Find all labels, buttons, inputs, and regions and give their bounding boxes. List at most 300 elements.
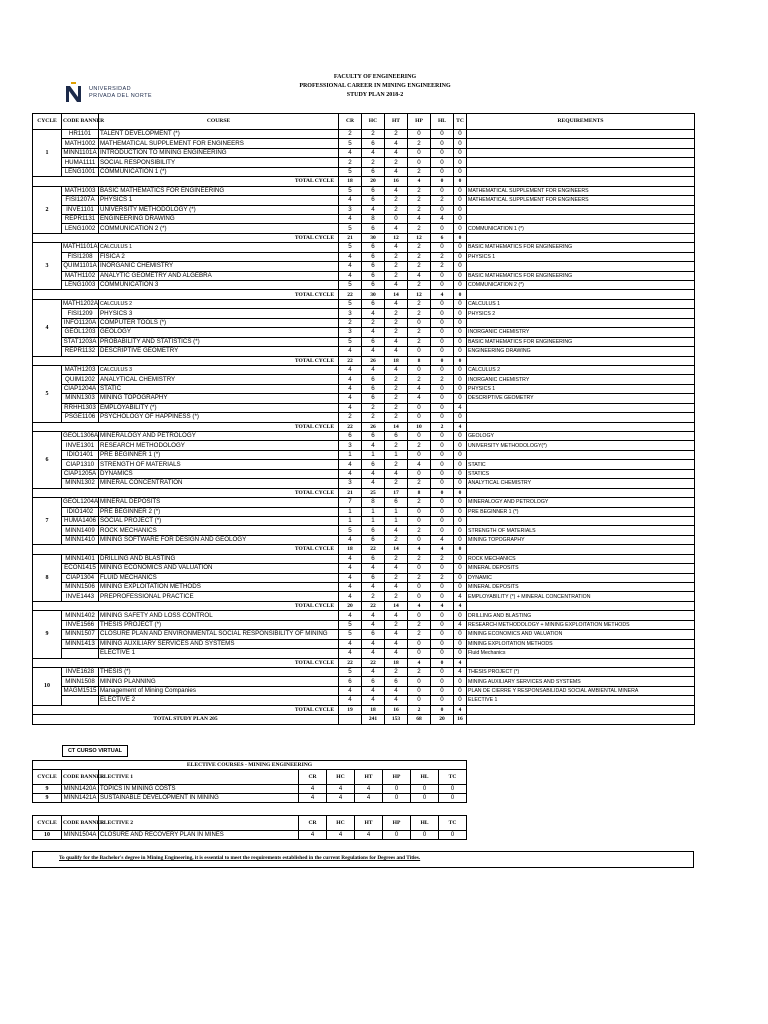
course-cr: 2 <box>339 318 362 327</box>
course-ht: 4 <box>385 611 408 620</box>
elective-2-body <box>33 831 467 840</box>
course-row <box>33 394 695 403</box>
el2-header-course: ELECTIVE 2 <box>99 816 299 831</box>
course-code: MATH1102 <box>62 271 99 280</box>
course-name: ANALYTIC GEOMETRY AND ALGEBRA <box>99 271 339 280</box>
cycle-total-hl: 4 <box>431 601 454 610</box>
course-cr: 1 <box>339 516 362 525</box>
course-ht: 4 <box>385 281 408 290</box>
elective-tc: 0 <box>439 794 467 803</box>
cycle-total-blank <box>467 601 695 610</box>
course-requirement: PHYSICS 2 <box>467 309 695 318</box>
course-tc: 0 <box>454 243 467 252</box>
course-ht: 2 <box>385 403 408 412</box>
cycle-total-hc: 22 <box>362 601 385 610</box>
course-code: HUMA1406 <box>62 516 99 525</box>
course-row <box>33 196 695 205</box>
course-tc: 0 <box>454 696 467 705</box>
course-hl: 0 <box>431 469 454 478</box>
course-code: CIAP1304 <box>62 573 99 582</box>
course-hp: 0 <box>408 611 431 620</box>
course-ht: 1 <box>385 516 408 525</box>
course-ht: 0 <box>385 214 408 223</box>
course-code: MINN1506 <box>62 583 99 592</box>
course-row <box>33 498 695 507</box>
course-code: INVE1443 <box>62 592 99 601</box>
course-code: FISI1209 <box>62 309 99 318</box>
course-hc: 6 <box>362 337 385 346</box>
course-ht: 2 <box>385 573 408 582</box>
course-requirement <box>467 516 695 525</box>
course-name: ELECTIVE 2 <box>99 696 339 705</box>
course-cr: 4 <box>339 611 362 620</box>
course-row <box>33 375 695 384</box>
table-header-row <box>33 114 695 130</box>
course-requirement <box>467 167 695 176</box>
course-tc: 0 <box>454 639 467 648</box>
elective-hc: 4 <box>327 785 355 794</box>
course-hl: 0 <box>431 309 454 318</box>
cycle-number: 4 <box>33 299 62 356</box>
course-cr: 5 <box>339 667 362 676</box>
course-hl: 2 <box>431 573 454 582</box>
course-ht: 2 <box>385 394 408 403</box>
cycle-total-ht: 14 <box>385 545 408 554</box>
course-name: COMMUNICATION 1 (*) <box>99 167 339 176</box>
course-code: LENG1002 <box>62 224 99 233</box>
course-row <box>33 318 695 327</box>
course-code: REPR1132 <box>62 347 99 356</box>
course-tc: 0 <box>454 375 467 384</box>
course-cr: 5 <box>339 299 362 308</box>
cycle-total-cr: 22 <box>339 422 362 431</box>
course-name: DRILLING AND BLASTING <box>99 554 339 563</box>
course-hl: 0 <box>431 394 454 403</box>
course-hp: 4 <box>408 271 431 280</box>
course-requirement: MINERAL DEPOSITS <box>467 564 695 573</box>
course-requirement: MINERALOGY AND PETROLOGY <box>467 498 695 507</box>
faculty-title: FACULTY OF ENGINEERING <box>333 74 417 80</box>
course-hl: 0 <box>431 347 454 356</box>
course-ht: 4 <box>385 365 408 374</box>
cycle-total-blank <box>467 290 695 299</box>
course-row <box>33 479 695 488</box>
course-name: Management of Mining Companies <box>99 686 339 695</box>
cycle-total-hl: 0 <box>431 705 454 714</box>
course-code: MATH1202A <box>63 300 98 308</box>
course-row <box>33 441 695 450</box>
course-ht: 4 <box>385 630 408 639</box>
el1-header-course: ELECTIVE 1 <box>99 770 299 785</box>
course-cr: 4 <box>339 573 362 582</box>
course-hc: 6 <box>362 243 385 252</box>
course-code: QUIM1202 <box>62 375 99 384</box>
course-hc: 6 <box>362 167 385 176</box>
course-row <box>33 299 695 308</box>
course-requirement: MINING ECONOMICS AND VALUATION <box>467 630 695 639</box>
course-cr: 4 <box>339 403 362 412</box>
course-ht: 4 <box>385 186 408 195</box>
cycle-total-hc: 20 <box>362 177 385 186</box>
course-cr: 6 <box>339 677 362 686</box>
course-code: MINN1402 <box>62 611 99 620</box>
course-row <box>33 328 695 337</box>
course-row <box>33 630 695 639</box>
course-hl: 0 <box>431 507 454 516</box>
course-hc: 6 <box>362 299 385 308</box>
course-code: INVE1101 <box>62 205 99 214</box>
course-code: MINN1302 <box>62 479 99 488</box>
course-cr: 4 <box>339 460 362 469</box>
course-requirement: MINERAL DEPOSITS <box>467 583 695 592</box>
course-cr: 5 <box>339 526 362 535</box>
virtual-course-stamp: CT CURSO VIRTUAL <box>62 745 128 757</box>
course-ht: 4 <box>385 224 408 233</box>
course-hp: 2 <box>408 573 431 582</box>
course-code: MATH1203 <box>62 365 99 374</box>
cycle-total-ht: 17 <box>385 488 408 497</box>
grand-total-ht: 153 <box>385 715 408 724</box>
elective-code: MINN1420A <box>62 785 99 794</box>
course-code: HUMA1111 <box>62 158 99 167</box>
course-requirement: INORGANIC CHEMISTRY <box>467 328 695 337</box>
course-row <box>33 649 695 658</box>
course-name: MATHEMATICAL SUPPLEMENT FOR ENGINEERS <box>99 139 339 148</box>
course-hc: 6 <box>362 196 385 205</box>
course-cr: 2 <box>339 158 362 167</box>
course-hl: 0 <box>431 620 454 629</box>
cycle-total-label: TOTAL CYCLE <box>33 488 339 497</box>
cycle-total-cr: 21 <box>339 488 362 497</box>
course-cr: 4 <box>339 649 362 658</box>
course-row <box>33 432 695 441</box>
course-tc: 4 <box>454 620 467 629</box>
cycle-total-hp: 12 <box>408 290 431 299</box>
col-header-tc: TC <box>454 114 467 130</box>
course-requirement <box>467 262 695 271</box>
course-hc: 6 <box>362 526 385 535</box>
course-requirement: EMPLOYABILITY (*) + MINERAL CONCENTRATION <box>467 592 695 601</box>
elective-courses-title: ELECTIVE COURSES - MINING ENGINEERING <box>33 761 467 770</box>
course-requirement: BASIC MATHEMATICS FOR ENGINEERING <box>467 243 695 252</box>
course-name: MINING EXPLOITATION METHODS <box>99 583 339 592</box>
course-hp: 0 <box>408 535 431 544</box>
elective-cycle: 9 <box>33 785 62 794</box>
course-row <box>33 139 695 148</box>
course-name: ROCK MECHANICS <box>99 526 339 535</box>
el2-header-cr: CR <box>299 816 327 831</box>
course-cr: 2 <box>339 130 362 139</box>
course-code: MINN1410 <box>62 535 99 544</box>
course-name: DESCRIPTIVE GEOMETRY <box>99 347 339 356</box>
cycle-total-hc: 18 <box>362 705 385 714</box>
course-hc: 4 <box>362 639 385 648</box>
course-cr: 1 <box>339 450 362 459</box>
cycle-number: 7 <box>33 498 62 545</box>
course-code: CIAP1204A <box>62 384 99 393</box>
course-row <box>33 507 695 516</box>
course-name: COMPUTER TOOLS (*) <box>99 318 339 327</box>
course-hl: 2 <box>431 262 454 271</box>
course-hp: 2 <box>408 281 431 290</box>
el1-header-ht: HT <box>355 770 383 785</box>
course-tc: 0 <box>454 554 467 563</box>
course-cr: 6 <box>339 432 362 441</box>
course-hp: 0 <box>408 148 431 157</box>
course-requirement: RESEARCH METHODOLOGY + MINING EXPLOITATION METHODS <box>467 620 695 629</box>
cycle-total-hc: 22 <box>362 658 385 667</box>
course-requirement: PHYSICS 1 <box>467 252 695 261</box>
course-hp: 0 <box>408 365 431 374</box>
course-tc: 0 <box>454 158 467 167</box>
course-hc: 6 <box>362 432 385 441</box>
course-hp: 2 <box>408 309 431 318</box>
course-code: MAGM1515 <box>63 687 97 695</box>
course-tc: 0 <box>454 535 467 544</box>
course-row <box>33 309 695 318</box>
cycle-total-row <box>33 177 695 186</box>
el2-header-cycle: CYCLE <box>33 816 62 831</box>
course-hp: 0 <box>408 450 431 459</box>
course-requirement: CALCULUS 2 <box>467 365 695 374</box>
course-hp: 0 <box>408 696 431 705</box>
course-cr: 4 <box>339 639 362 648</box>
cycle-total-blank <box>467 177 695 186</box>
course-hc: 2 <box>362 413 385 422</box>
course-hl: 0 <box>431 677 454 686</box>
course-hc: 4 <box>362 649 385 658</box>
course-hc: 1 <box>362 516 385 525</box>
course-name: DYNAMICS <box>99 469 339 478</box>
course-cr: 3 <box>339 441 362 450</box>
course-hp: 0 <box>408 677 431 686</box>
course-hp: 0 <box>408 318 431 327</box>
course-hl: 0 <box>431 479 454 488</box>
grand-total-hc: 241 <box>362 715 385 724</box>
course-requirement: MATHEMATICAL SUPPLEMENT FOR ENGINEERS <box>467 196 695 205</box>
course-row <box>33 186 695 195</box>
el1-header-cycle: CYCLE <box>33 770 62 785</box>
course-tc: 0 <box>454 526 467 535</box>
course-hp: 2 <box>408 224 431 233</box>
course-name: BASIC MATHEMATICS FOR ENGINEERING <box>99 186 339 195</box>
course-hp: 0 <box>408 592 431 601</box>
course-ht: 2 <box>385 667 408 676</box>
course-name: PREPROFESSIONAL PRACTICE <box>99 592 339 601</box>
cycle-total-ht: 18 <box>385 356 408 365</box>
degree-requirement-note: To qualify for the Bachelor's degree in Mining Engineering, it is essential to meet the requirements established in the current Regulations for Degrees and Titles. <box>59 855 421 861</box>
course-hc: 2 <box>362 592 385 601</box>
cycle-total-tc: 4 <box>454 601 467 610</box>
elective-hl: 0 <box>411 831 439 840</box>
course-tc: 0 <box>454 649 467 658</box>
course-name: COMMUNICATION 2 (*) <box>99 224 339 233</box>
university-logo-wordmark <box>89 86 152 99</box>
course-requirement: DRILLING AND BLASTING <box>467 611 695 620</box>
course-tc: 0 <box>454 224 467 233</box>
course-ht: 6 <box>385 498 408 507</box>
elective-tc: 0 <box>439 785 467 794</box>
course-hl: 0 <box>431 243 454 252</box>
course-ht: 2 <box>385 328 408 337</box>
course-hc: 4 <box>362 309 385 318</box>
elective-ht: 4 <box>355 831 383 840</box>
course-hl: 0 <box>431 365 454 374</box>
course-name: THESIS PROJECT (*) <box>99 620 339 629</box>
course-tc: 0 <box>454 469 467 478</box>
course-ht: 2 <box>385 592 408 601</box>
course-code: LENG1003 <box>62 281 99 290</box>
course-cr: 4 <box>339 252 362 261</box>
course-name: CALCULUS 2 <box>99 299 339 308</box>
course-tc: 0 <box>454 479 467 488</box>
cycle-total-hp: 4 <box>408 545 431 554</box>
course-row <box>33 677 695 686</box>
cycle-total-cr: 19 <box>339 705 362 714</box>
course-requirement: CALCULUS 1 <box>467 299 695 308</box>
col-header-hp: HP <box>408 114 431 130</box>
course-ht: 2 <box>385 309 408 318</box>
course-requirement: MINING AUXILIARY SERVICES AND SYSTEMS <box>467 677 695 686</box>
course-tc: 0 <box>454 507 467 516</box>
course-tc: 0 <box>454 498 467 507</box>
course-hl: 0 <box>431 224 454 233</box>
el1-header-cr: CR <box>299 770 327 785</box>
logo-line1: UNIVERSIDAD <box>89 86 131 92</box>
course-tc: 0 <box>454 196 467 205</box>
cycle-total-cr: 18 <box>339 545 362 554</box>
course-requirement: GEOLOGY <box>467 432 695 441</box>
cycle-total-ht: 16 <box>385 177 408 186</box>
cycle-total-label: TOTAL CYCLE <box>33 177 339 186</box>
course-ht: 6 <box>385 677 408 686</box>
course-hl: 0 <box>431 649 454 658</box>
course-hl: 0 <box>431 460 454 469</box>
course-row <box>33 365 695 374</box>
course-hc: 4 <box>362 696 385 705</box>
course-tc: 0 <box>454 337 467 346</box>
cycle-total-row <box>33 290 695 299</box>
course-code: GEOL1203 <box>62 328 99 337</box>
course-name: PROBABILITY AND STATISTICS (*) <box>99 337 339 346</box>
cycle-total-row <box>33 233 695 242</box>
col-header-code: CODE BANNER <box>62 114 99 130</box>
elective-1-table <box>32 760 467 803</box>
cycle-total-tc: 4 <box>454 705 467 714</box>
course-hl: 0 <box>431 318 454 327</box>
course-cr: 5 <box>339 620 362 629</box>
course-ht: 2 <box>385 554 408 563</box>
cycle-total-blank <box>467 422 695 431</box>
course-hp: 0 <box>408 507 431 516</box>
course-name: MINERAL DEPOSITS <box>99 498 339 507</box>
course-name: MINERAL CONCENTRATION <box>99 479 339 488</box>
course-requirement <box>467 148 695 157</box>
course-tc: 0 <box>454 564 467 573</box>
course-code: FISI1207A <box>62 196 99 205</box>
course-row <box>33 271 695 280</box>
course-hc: 6 <box>362 535 385 544</box>
course-name: CLOSURE PLAN AND ENVIRONMENTAL SOCIAL RESPONSIBILITY OF MINING <box>99 630 339 639</box>
course-row <box>33 158 695 167</box>
course-hc: 8 <box>362 214 385 223</box>
course-row <box>33 564 695 573</box>
elective-row <box>33 785 467 794</box>
course-ht: 2 <box>385 535 408 544</box>
course-code: HR1101 <box>62 130 99 139</box>
cycle-total-row <box>33 705 695 714</box>
course-requirement: MINING TOPOGRAPHY <box>467 535 695 544</box>
course-tc: 0 <box>454 384 467 393</box>
course-hc: 4 <box>362 469 385 478</box>
col-header-cycle: CYCLE <box>33 114 62 130</box>
course-requirement: STRENGTH OF MATERIALS <box>467 526 695 535</box>
course-requirement: THESIS PROJECT (*) <box>467 667 695 676</box>
course-cr: 5 <box>339 337 362 346</box>
course-row <box>33 281 695 290</box>
grand-total-row <box>33 715 695 724</box>
course-cr: 5 <box>339 224 362 233</box>
course-code <box>62 696 99 705</box>
university-logo-icon <box>64 82 86 104</box>
course-hp: 0 <box>408 516 431 525</box>
cycle-total-cr: 22 <box>339 658 362 667</box>
course-cr: 3 <box>339 479 362 488</box>
el2-header-hc: HC <box>327 816 355 831</box>
course-cr: 5 <box>339 243 362 252</box>
course-row <box>33 696 695 705</box>
course-code: RRHH1303 <box>62 403 99 412</box>
cycle-total-blank <box>467 545 695 554</box>
course-cr: 3 <box>339 205 362 214</box>
elective-2-header-row <box>33 816 467 831</box>
cycle-total-hl: 0 <box>431 177 454 186</box>
course-code: CIAP1310 <box>62 460 99 469</box>
elective-hc: 4 <box>327 831 355 840</box>
course-tc: 0 <box>454 328 467 337</box>
cycle-total-hl: 4 <box>431 290 454 299</box>
course-requirement: DESCRIPTIVE GEOMETRY <box>467 394 695 403</box>
course-name: CALCULUS 1 <box>99 243 339 252</box>
course-name: COMMUNICATION 3 <box>99 281 339 290</box>
grand-total-hl: 20 <box>431 715 454 724</box>
course-row <box>33 516 695 525</box>
course-ht: 2 <box>385 441 408 450</box>
course-tc: 0 <box>454 281 467 290</box>
course-cr: 4 <box>339 347 362 356</box>
course-row <box>33 384 695 393</box>
course-code: MATH1101A <box>63 243 98 251</box>
cycle-total-label: TOTAL CYCLE <box>33 601 339 610</box>
course-cr: 5 <box>339 630 362 639</box>
course-code: MINN1508 <box>62 677 99 686</box>
grand-total-tc: 16 <box>454 715 467 724</box>
cycle-total-hp: 10 <box>408 422 431 431</box>
elective-hl: 0 <box>411 785 439 794</box>
course-hp: 2 <box>408 299 431 308</box>
course-row <box>33 252 695 261</box>
cycle-total-hp: 4 <box>408 658 431 667</box>
course-hl: 0 <box>431 686 454 695</box>
course-cr: 4 <box>339 686 362 695</box>
elective-tc: 0 <box>439 831 467 840</box>
course-name: MINING AUXILIARY SERVICES AND SYSTEMS <box>99 639 339 648</box>
course-hl: 0 <box>431 441 454 450</box>
course-row <box>33 450 695 459</box>
course-tc: 0 <box>454 394 467 403</box>
course-requirement <box>467 214 695 223</box>
course-hp: 2 <box>408 554 431 563</box>
